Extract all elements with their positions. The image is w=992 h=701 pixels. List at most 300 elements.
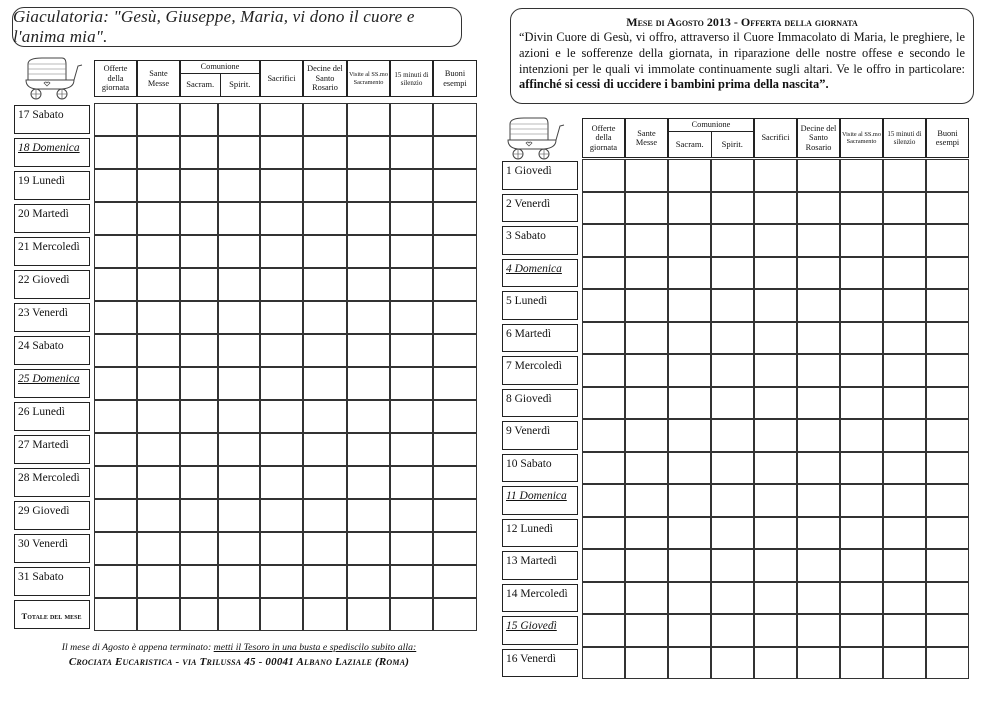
entry-cell[interactable]: [711, 452, 754, 485]
entry-cell[interactable]: [390, 499, 433, 532]
entry-cell[interactable]: [926, 159, 969, 192]
entry-cell[interactable]: [711, 354, 754, 387]
entry-cell[interactable]: [260, 202, 303, 235]
entry-cell[interactable]: [840, 354, 883, 387]
entry-cell[interactable]: [926, 647, 969, 680]
entry-cell[interactable]: [840, 549, 883, 582]
entry-cell[interactable]: [137, 565, 180, 598]
day-label: 4 Domenica: [502, 259, 578, 288]
entry-cell[interactable]: [347, 466, 390, 499]
entry-cell[interactable]: [625, 289, 668, 322]
entry-cell[interactable]: [797, 354, 840, 387]
entry-cell[interactable]: [582, 289, 625, 322]
entry-cell[interactable]: [303, 466, 347, 499]
entry-cell[interactable]: [433, 334, 477, 367]
entry-cell[interactable]: [625, 647, 668, 680]
entry-cell[interactable]: [797, 484, 840, 517]
entry-cell[interactable]: [180, 169, 218, 202]
entry-cell[interactable]: [754, 419, 797, 452]
entry-cell[interactable]: [926, 452, 969, 485]
entry-cell[interactable]: [260, 136, 303, 169]
entry-cell[interactable]: [260, 334, 303, 367]
day-label: 20 Martedì: [14, 204, 90, 233]
sacram-label: Sacram.: [181, 74, 221, 96]
entry-cell[interactable]: [668, 289, 711, 322]
entry-cell[interactable]: [260, 532, 303, 565]
entry-cell[interactable]: [926, 614, 969, 647]
entry-cell[interactable]: [347, 268, 390, 301]
entry-cell[interactable]: [582, 257, 625, 290]
day-label: 24 Sabato: [14, 336, 90, 365]
entry-cell[interactable]: [797, 224, 840, 257]
entry-cell[interactable]: [625, 517, 668, 550]
entry-cell[interactable]: [180, 499, 218, 532]
entry-cell[interactable]: [883, 517, 926, 550]
entry-cell[interactable]: [218, 136, 260, 169]
entry-cell[interactable]: [711, 322, 754, 355]
entry-cell[interactable]: [797, 257, 840, 290]
entry-cell[interactable]: [390, 433, 433, 466]
entry-cell[interactable]: [754, 614, 797, 647]
entry-cell[interactable]: [797, 582, 840, 615]
entry-cell[interactable]: [180, 235, 218, 268]
entry-cell[interactable]: [582, 549, 625, 582]
entry-cell[interactable]: [260, 466, 303, 499]
entry-cell[interactable]: [625, 582, 668, 615]
entry-cell[interactable]: [926, 289, 969, 322]
entry-cell[interactable]: [347, 400, 390, 433]
entry-cell[interactable]: [180, 466, 218, 499]
entry-cell[interactable]: [668, 647, 711, 680]
entry-cell[interactable]: [582, 614, 625, 647]
col-visite: Visite al SS.mo Sacramento: [840, 118, 883, 158]
entry-cell[interactable]: [218, 598, 260, 631]
entry-cell[interactable]: [303, 532, 347, 565]
entry-cell[interactable]: [582, 419, 625, 452]
entry-cell[interactable]: [883, 484, 926, 517]
entry-cell[interactable]: [433, 235, 477, 268]
entry-cell[interactable]: [625, 387, 668, 420]
entry-cell[interactable]: [218, 334, 260, 367]
entry-cell[interactable]: [303, 169, 347, 202]
day-label: 7 Mercoledì: [502, 356, 578, 385]
entry-cell[interactable]: [347, 136, 390, 169]
entry-cell[interactable]: [433, 169, 477, 202]
entry-cell[interactable]: [754, 484, 797, 517]
entry-cell[interactable]: [303, 499, 347, 532]
entry-cell[interactable]: [840, 322, 883, 355]
entry-cell[interactable]: [180, 532, 218, 565]
entry-cell[interactable]: [711, 419, 754, 452]
entry-cell[interactable]: [754, 224, 797, 257]
entry-cell[interactable]: [840, 289, 883, 322]
entry-cell[interactable]: [180, 103, 218, 136]
entry-cell[interactable]: [303, 103, 347, 136]
entry-cell[interactable]: [390, 103, 433, 136]
entry-cell[interactable]: [883, 224, 926, 257]
entry-cell[interactable]: [926, 192, 969, 225]
entry-cell[interactable]: [94, 202, 137, 235]
entry-cell[interactable]: [94, 400, 137, 433]
day-label: 2 Venerdì: [502, 194, 578, 223]
entry-cell[interactable]: [883, 582, 926, 615]
entry-cell[interactable]: [260, 433, 303, 466]
entry-cell[interactable]: [883, 289, 926, 322]
entry-cell[interactable]: [390, 367, 433, 400]
entry-cell[interactable]: [625, 354, 668, 387]
entry-cell[interactable]: [433, 499, 477, 532]
entry-cell[interactable]: [840, 614, 883, 647]
entry-cell[interactable]: [668, 452, 711, 485]
entry-cell[interactable]: [582, 517, 625, 550]
entry-cell[interactable]: [347, 202, 390, 235]
entry-cell[interactable]: [711, 257, 754, 290]
entry-cell[interactable]: [711, 289, 754, 322]
entry-cell[interactable]: [711, 192, 754, 225]
entry-cell[interactable]: [668, 484, 711, 517]
entry-cell[interactable]: [754, 322, 797, 355]
entry-cell[interactable]: [180, 367, 218, 400]
entry-cell[interactable]: [180, 202, 218, 235]
entry-cell[interactable]: [797, 549, 840, 582]
entry-cell[interactable]: [303, 301, 347, 334]
entry-cell[interactable]: [94, 367, 137, 400]
entry-cell[interactable]: [94, 169, 137, 202]
entry-cell[interactable]: [218, 202, 260, 235]
entry-cell[interactable]: [303, 433, 347, 466]
entry-cell[interactable]: [754, 257, 797, 290]
entry-cell[interactable]: [797, 289, 840, 322]
entry-cell[interactable]: [797, 452, 840, 485]
entry-cell[interactable]: [260, 235, 303, 268]
entry-cell[interactable]: [218, 466, 260, 499]
entry-cell[interactable]: [668, 192, 711, 225]
entry-cell[interactable]: [433, 400, 477, 433]
entry-cell[interactable]: [303, 235, 347, 268]
entry-cell[interactable]: [390, 136, 433, 169]
entry-cell[interactable]: [347, 433, 390, 466]
entry-cell[interactable]: [390, 268, 433, 301]
entry-cell[interactable]: [347, 334, 390, 367]
entry-cell[interactable]: [625, 614, 668, 647]
entry-cell[interactable]: [94, 136, 137, 169]
entry-cell[interactable]: [433, 301, 477, 334]
entry-cell[interactable]: [390, 301, 433, 334]
entry-cell[interactable]: [883, 159, 926, 192]
entry-cell[interactable]: [433, 532, 477, 565]
entry-cell[interactable]: [883, 257, 926, 290]
entry-cell[interactable]: [582, 159, 625, 192]
entry-cell[interactable]: [840, 159, 883, 192]
entry-cell[interactable]: [883, 354, 926, 387]
entry-cell[interactable]: [137, 532, 180, 565]
entry-cell[interactable]: [390, 235, 433, 268]
entry-cell[interactable]: [754, 582, 797, 615]
entry-cell[interactable]: [218, 169, 260, 202]
entry-cell[interactable]: [260, 400, 303, 433]
entry-cell[interactable]: [668, 387, 711, 420]
entry-cell[interactable]: [840, 517, 883, 550]
entry-cell[interactable]: [625, 419, 668, 452]
entry-cell[interactable]: [926, 484, 969, 517]
entry-cell[interactable]: [347, 235, 390, 268]
entry-cell[interactable]: [94, 532, 137, 565]
entry-cell[interactable]: [668, 614, 711, 647]
entry-cell[interactable]: [668, 354, 711, 387]
entry-cell[interactable]: [754, 647, 797, 680]
entry-cell[interactable]: [433, 367, 477, 400]
entry-cell[interactable]: [94, 301, 137, 334]
entry-cell[interactable]: [218, 103, 260, 136]
entry-cell[interactable]: [137, 136, 180, 169]
entry-cell[interactable]: [797, 159, 840, 192]
entry-cell[interactable]: [218, 532, 260, 565]
entry-cell[interactable]: [797, 614, 840, 647]
entry-cell[interactable]: [582, 582, 625, 615]
entry-cell[interactable]: [303, 136, 347, 169]
entry-cell[interactable]: [390, 334, 433, 367]
entry-cell[interactable]: [137, 598, 180, 631]
entry-cell[interactable]: [754, 192, 797, 225]
entry-cell[interactable]: [711, 387, 754, 420]
entry-cell[interactable]: [390, 466, 433, 499]
entry-cell[interactable]: [883, 192, 926, 225]
entry-cell[interactable]: [218, 235, 260, 268]
entry-cell[interactable]: [180, 301, 218, 334]
entry-cell[interactable]: [94, 466, 137, 499]
entry-cell[interactable]: [303, 367, 347, 400]
entry-cell[interactable]: [94, 103, 137, 136]
entry-cell[interactable]: [180, 268, 218, 301]
entry-cell[interactable]: [218, 268, 260, 301]
entry-cell[interactable]: [582, 647, 625, 680]
entry-cell[interactable]: [840, 224, 883, 257]
entry-cell[interactable]: [625, 484, 668, 517]
entry-cell[interactable]: [390, 598, 433, 631]
entry-cell[interactable]: [218, 367, 260, 400]
entry-cell[interactable]: [711, 224, 754, 257]
entry-cell[interactable]: [754, 289, 797, 322]
entry-cell[interactable]: [180, 433, 218, 466]
entry-cell[interactable]: [582, 387, 625, 420]
entry-cell[interactable]: [137, 499, 180, 532]
entry-cell[interactable]: [137, 334, 180, 367]
entry-cell[interactable]: [754, 452, 797, 485]
entry-cell[interactable]: [94, 565, 137, 598]
entry-cell[interactable]: [840, 452, 883, 485]
entry-cell[interactable]: [926, 224, 969, 257]
entry-cell[interactable]: [218, 433, 260, 466]
entry-cell[interactable]: [94, 268, 137, 301]
entry-cell[interactable]: [883, 647, 926, 680]
entry-cell[interactable]: [668, 159, 711, 192]
entry-cell[interactable]: [218, 400, 260, 433]
entry-cell[interactable]: [711, 647, 754, 680]
entry-cell[interactable]: [94, 235, 137, 268]
entry-cell[interactable]: [347, 367, 390, 400]
entry-cell[interactable]: [390, 565, 433, 598]
entry-cell[interactable]: [137, 367, 180, 400]
entry-cell[interactable]: [926, 419, 969, 452]
entry-cell[interactable]: [347, 499, 390, 532]
entry-cell[interactable]: [137, 268, 180, 301]
entry-cell[interactable]: [625, 192, 668, 225]
entry-cell[interactable]: [260, 499, 303, 532]
entry-cell[interactable]: [390, 400, 433, 433]
entry-cell[interactable]: [433, 202, 477, 235]
entry-cell[interactable]: [668, 322, 711, 355]
entry-cell[interactable]: [582, 484, 625, 517]
day-label: 28 Mercoledì: [14, 468, 90, 497]
entry-cell[interactable]: [433, 268, 477, 301]
entry-cell[interactable]: [926, 322, 969, 355]
entry-cell[interactable]: [711, 517, 754, 550]
entry-cell[interactable]: [797, 419, 840, 452]
entry-cell[interactable]: [137, 202, 180, 235]
entry-cell[interactable]: [668, 419, 711, 452]
entry-cell[interactable]: [347, 301, 390, 334]
entry-cell[interactable]: [303, 565, 347, 598]
entry-cell[interactable]: [926, 549, 969, 582]
entry-cell[interactable]: [840, 387, 883, 420]
entry-cell[interactable]: [625, 452, 668, 485]
entry-cell[interactable]: [260, 598, 303, 631]
entry-cell[interactable]: [582, 224, 625, 257]
entry-cell[interactable]: [433, 136, 477, 169]
entry-cell[interactable]: [137, 169, 180, 202]
entry-cell[interactable]: [754, 159, 797, 192]
entry-cell[interactable]: [218, 499, 260, 532]
entry-cell[interactable]: [260, 301, 303, 334]
entry-cell[interactable]: [668, 549, 711, 582]
entry-cell[interactable]: [260, 565, 303, 598]
entry-cell[interactable]: [582, 354, 625, 387]
entry-cell[interactable]: [94, 433, 137, 466]
entry-cell[interactable]: [668, 257, 711, 290]
entry-cell[interactable]: [625, 159, 668, 192]
entry-cell[interactable]: [347, 565, 390, 598]
entry-cell[interactable]: [840, 257, 883, 290]
entry-cell[interactable]: [137, 400, 180, 433]
entry-cell[interactable]: [883, 614, 926, 647]
entry-cell[interactable]: [260, 103, 303, 136]
entry-cell[interactable]: [926, 387, 969, 420]
entry-cell[interactable]: [883, 549, 926, 582]
entry-cell[interactable]: [390, 202, 433, 235]
entry-cell[interactable]: [94, 334, 137, 367]
entry-cell[interactable]: [94, 499, 137, 532]
entry-cell[interactable]: [754, 354, 797, 387]
entry-cell[interactable]: [260, 367, 303, 400]
entry-cell[interactable]: [180, 400, 218, 433]
entry-cell[interactable]: [433, 565, 477, 598]
entry-cell[interactable]: [711, 159, 754, 192]
entry-cell[interactable]: [433, 466, 477, 499]
entry-cell[interactable]: [668, 517, 711, 550]
entry-cell[interactable]: [390, 532, 433, 565]
entry-cell[interactable]: [711, 484, 754, 517]
entry-cell[interactable]: [137, 235, 180, 268]
entry-cell[interactable]: [582, 452, 625, 485]
entry-cell[interactable]: [711, 614, 754, 647]
entry-cell[interactable]: [926, 354, 969, 387]
entry-cell[interactable]: [137, 301, 180, 334]
entry-cell[interactable]: [754, 517, 797, 550]
entry-cell[interactable]: [625, 257, 668, 290]
entry-cell[interactable]: [840, 484, 883, 517]
entry-cell[interactable]: [883, 322, 926, 355]
entry-cell[interactable]: [303, 598, 347, 631]
entry-cell[interactable]: [137, 433, 180, 466]
entry-cell[interactable]: [433, 103, 477, 136]
entry-cell[interactable]: [347, 169, 390, 202]
entry-cell[interactable]: [180, 598, 218, 631]
entry-cell[interactable]: [218, 301, 260, 334]
entry-cell[interactable]: [218, 565, 260, 598]
entry-cell[interactable]: [180, 565, 218, 598]
entry-cell[interactable]: [711, 582, 754, 615]
entry-cell[interactable]: [883, 387, 926, 420]
entry-cell[interactable]: [625, 549, 668, 582]
offerta-banner: [510, 8, 974, 104]
entry-cell[interactable]: [797, 322, 840, 355]
entry-cell[interactable]: [303, 400, 347, 433]
entry-cell[interactable]: [840, 192, 883, 225]
entry-cell[interactable]: [840, 582, 883, 615]
entry-cell[interactable]: [668, 224, 711, 257]
entry-cell[interactable]: [926, 517, 969, 550]
entry-cell[interactable]: [797, 192, 840, 225]
entry-cell[interactable]: [625, 224, 668, 257]
entry-cell[interactable]: [390, 169, 433, 202]
entry-cell[interactable]: [180, 334, 218, 367]
entry-cell[interactable]: [797, 387, 840, 420]
entry-cell[interactable]: [926, 257, 969, 290]
day-label: 14 Mercoledì: [502, 584, 578, 613]
entry-cell[interactable]: [303, 202, 347, 235]
entry-cell[interactable]: [711, 549, 754, 582]
entry-cell[interactable]: [625, 322, 668, 355]
entry-cell[interactable]: [797, 647, 840, 680]
entry-cell[interactable]: [260, 268, 303, 301]
entry-cell[interactable]: [303, 334, 347, 367]
entry-cell[interactable]: [347, 532, 390, 565]
entry-cell[interactable]: [840, 647, 883, 680]
entry-cell[interactable]: [433, 433, 477, 466]
entry-cell[interactable]: [347, 103, 390, 136]
entry-cell[interactable]: [137, 466, 180, 499]
entry-cell[interactable]: [303, 268, 347, 301]
entry-cell[interactable]: [347, 598, 390, 631]
entry-cell[interactable]: [433, 598, 477, 631]
entry-cell[interactable]: [840, 419, 883, 452]
right-table-header: [582, 118, 969, 158]
entry-cell[interactable]: [883, 452, 926, 485]
entry-cell[interactable]: [668, 582, 711, 615]
entry-cell[interactable]: [754, 549, 797, 582]
entry-cell[interactable]: [180, 136, 218, 169]
entry-cell[interactable]: [926, 582, 969, 615]
entry-cell[interactable]: [883, 419, 926, 452]
entry-cell[interactable]: [260, 169, 303, 202]
col-sacrifici: Sacrifici: [754, 118, 797, 158]
entry-cell[interactable]: [137, 103, 180, 136]
entry-cell[interactable]: [582, 322, 625, 355]
entry-cell[interactable]: [94, 598, 137, 631]
entry-cell[interactable]: [797, 517, 840, 550]
entry-cell[interactable]: [754, 387, 797, 420]
entry-cell[interactable]: [582, 192, 625, 225]
